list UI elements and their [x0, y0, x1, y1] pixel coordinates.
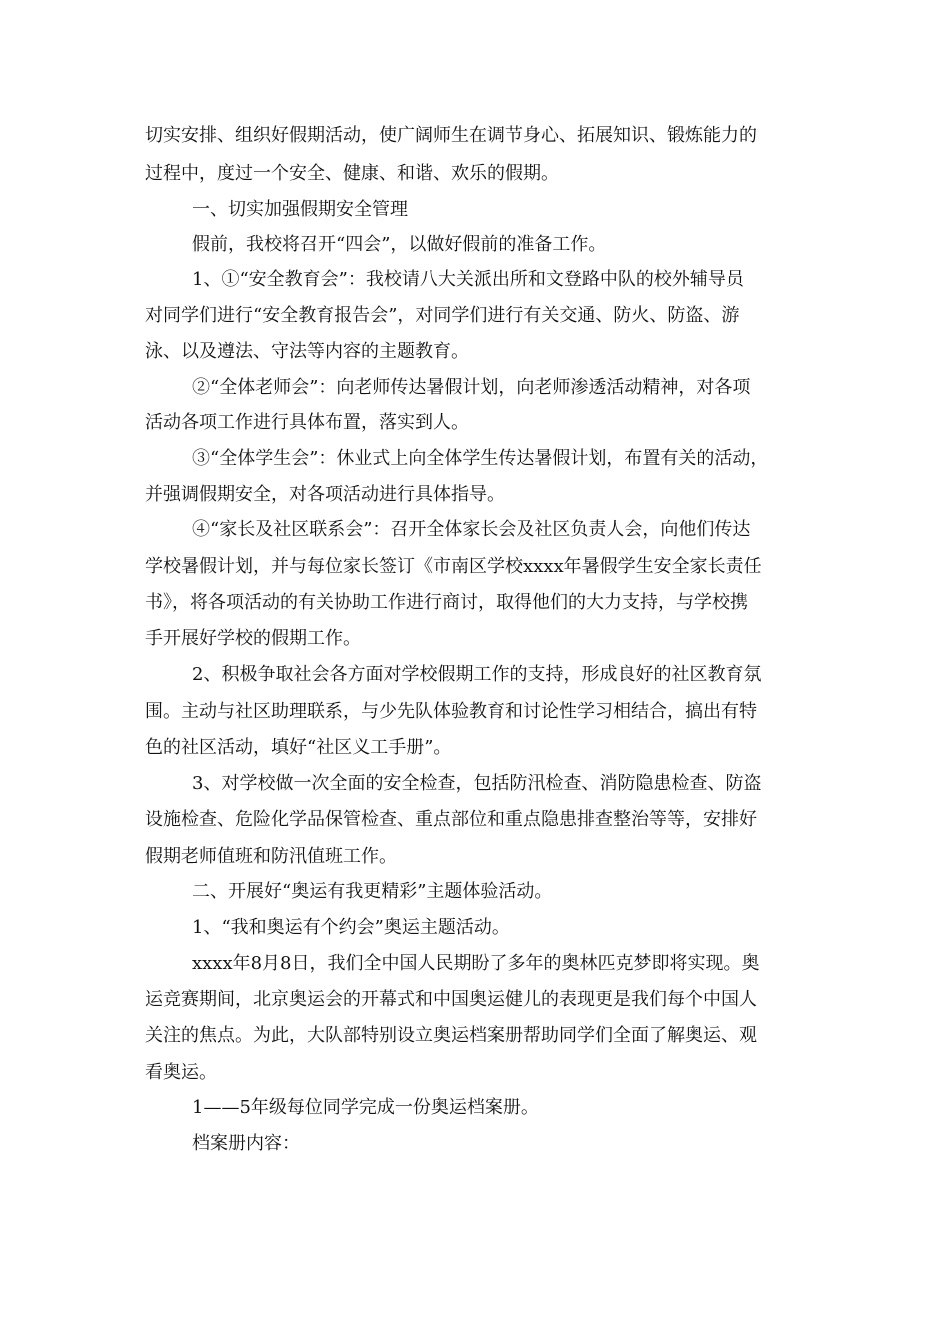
section-heading: 二、开展好“奥运有我更精彩”主题体验活动。 [192, 881, 553, 902]
text-line: 对同学们进行“安全教育报告会”，对同学们进行有关交通、防火、防盗、游 [145, 305, 740, 326]
text-line: 2、积极争取社会各方面对学校假期工作的支持，形成良好的社区教育氛 [192, 664, 762, 685]
text-line: 围。主动与社区助理联系，与少先队体验教育和讨论性学习相结合，搞出有特 [145, 701, 757, 722]
text-line: 3、对学校做一次全面的安全检查，包括防汛检查、消防隐患检查、防盗 [192, 773, 762, 794]
text-line: ③“全体学生会”：休业式上向全体学生传达暑假计划，布置有关的活动， [192, 448, 769, 469]
section-heading: 一、切实加强假期安全管理 [192, 199, 408, 220]
text-line: 活动各项工作进行具体布置，落实到人。 [145, 412, 469, 433]
text-line: 1、“我和奥运有个约会”奥运主题活动。 [192, 917, 510, 938]
text-line: 假期老师值班和防汛值班工作。 [145, 846, 397, 867]
text-line: 设施检查、危险化学品保管检查、重点部位和重点隐患排查整治等等，安排好 [145, 809, 757, 830]
text-line: 假前，我校将召开“四会”，以做好假前的准备工作。 [192, 234, 607, 255]
text-line: 切实安排、组织好假期活动，使广阔师生在调节身心、拓展知识、锻炼能力的 [145, 125, 757, 146]
text-line: 看奥运。 [145, 1062, 217, 1083]
text-line: ②“全体老师会”：向老师传达暑假计划，向老师渗透活动精神，对各项 [192, 377, 751, 398]
text-line: 1——5年级每位同学完成一份奥运档案册。 [192, 1097, 539, 1118]
text-line: ④“家长及社区联系会”：召开全体家长会及社区负责人会，向他们传达 [192, 519, 751, 540]
text-line: 手开展好学校的假期工作。 [145, 628, 361, 649]
text-line: 1、①“安全教育会”：我校请八大关派出所和文登路中队的校外辅导员 [192, 269, 744, 290]
text-line: 并强调假期安全，对各项活动进行具体指导。 [145, 484, 505, 505]
text-line: 过程中，度过一个安全、健康、和谐、欢乐的假期。 [145, 163, 559, 184]
text-line: xxxx年8月8日，我们全中国人民期盼了多年的奥林匹克梦即将实现。奥 [192, 953, 760, 974]
text-line: 运竞赛期间，北京奥运会的开幕式和中国奥运健儿的表现更是我们每个中国人 [145, 989, 757, 1010]
text-line: 书》，将各项活动的有关协助工作进行商讨，取得他们的大力支持，与学校携 [145, 592, 748, 613]
text-line: 关注的焦点。为此，大队部特别设立奥运档案册帮助同学们全面了解奥运、观 [145, 1025, 757, 1046]
text-line: 泳、以及遵法、守法等内容的主题教育。 [145, 341, 469, 362]
text-line: 色的社区活动，填好“社区义工手册”。 [145, 737, 452, 758]
text-line: 学校暑假计划，并与每位家长签订《市南区学校xxxx年暑假学生安全家长责任 [145, 556, 762, 577]
text-line: 档案册内容： [192, 1133, 300, 1154]
